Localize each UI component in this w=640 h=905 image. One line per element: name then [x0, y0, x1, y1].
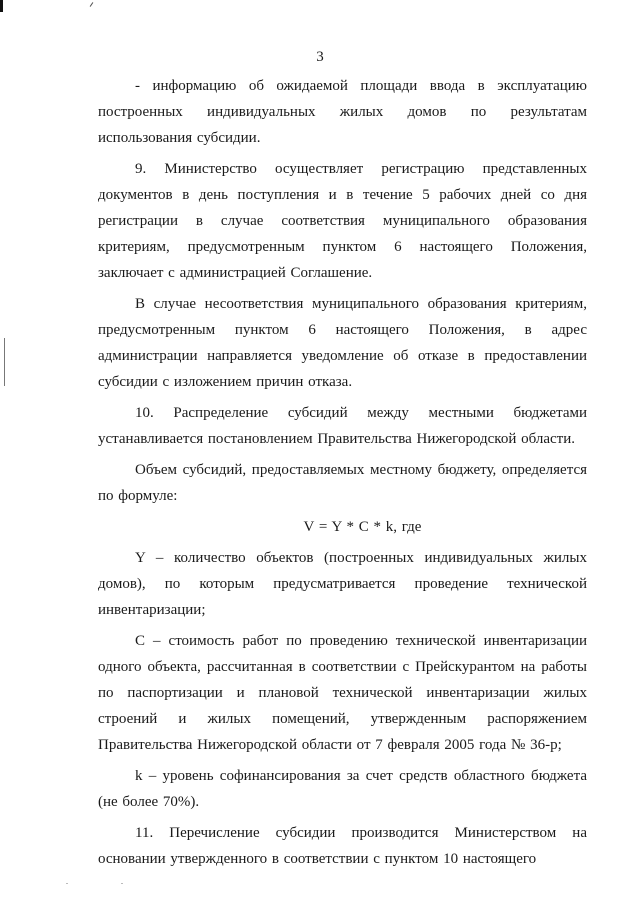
document-body: [98, 73, 587, 877]
paragraph-info-area: - информацию об ожидаемой площади ввода в эксплуатацию построенных индивидуальных жилых домов по результатам использования субсидии.: [98, 78, 587, 146]
page-number: 3: [316, 49, 324, 65]
paragraph-item-11: 11. Перечисление субсидии производится Министерством на основании утвержденного в соответствии с пунктом 10 настоящего: [98, 825, 587, 867]
paragraph-item-9: 9. Министерство осуществляет регистрацию представленных документов в день поступления и в течение 5 рабочих дней со дня регистрации в случае соответствия муниципального образования критериям, предусмотренным пунктом 6 настоящего Положения, заключает с администрацией Соглашение.: [98, 161, 587, 281]
formula: V = Y * C * k, где: [303, 519, 422, 535]
paragraph-formula-intro: Объем субсидий, предоставляемых местному бюджету, определяется по формуле:: [98, 462, 587, 504]
paragraph-y-definition: Y – количество объектов (построенных индивидуальных жилых домов), по которым предусматривается проведение технической инвентаризации;: [98, 550, 587, 618]
scan-tick-mark: [90, 2, 94, 7]
scan-speck: [121, 883, 123, 884]
paragraph-refusal: В случае несоответствия муниципального образования критериям, предусмотренным пунктом 6 настоящего Положения, в адрес администрации направляется уведомление об отказе в предоставлении субсидии с изложением причин отказа.: [98, 296, 587, 390]
scan-corner-mark: [0, 0, 3, 12]
paragraph-c-definition: C – стоимость работ по проведению технической инвентаризации одного объекта, рассчитанная в соответствии с Прейскурантом на работы по паспортизации и плановой технической инвентаризации жилых строений и жилых помещений, утвержденным распоряжением Правительства Нижегородской области от 7 февраля 2005 года № 36-р;: [98, 633, 587, 753]
scan-speck: [66, 883, 68, 884]
paragraph-item-10: 10. Распределение субсидий между местными бюджетами устанавливается постановлением Правительства Нижегородской области.: [98, 405, 587, 447]
scan-margin-line: [4, 338, 5, 386]
paragraph-k-definition: k – уровень софинансирования за счет средств областного бюджета (не более 70%).: [98, 768, 587, 810]
